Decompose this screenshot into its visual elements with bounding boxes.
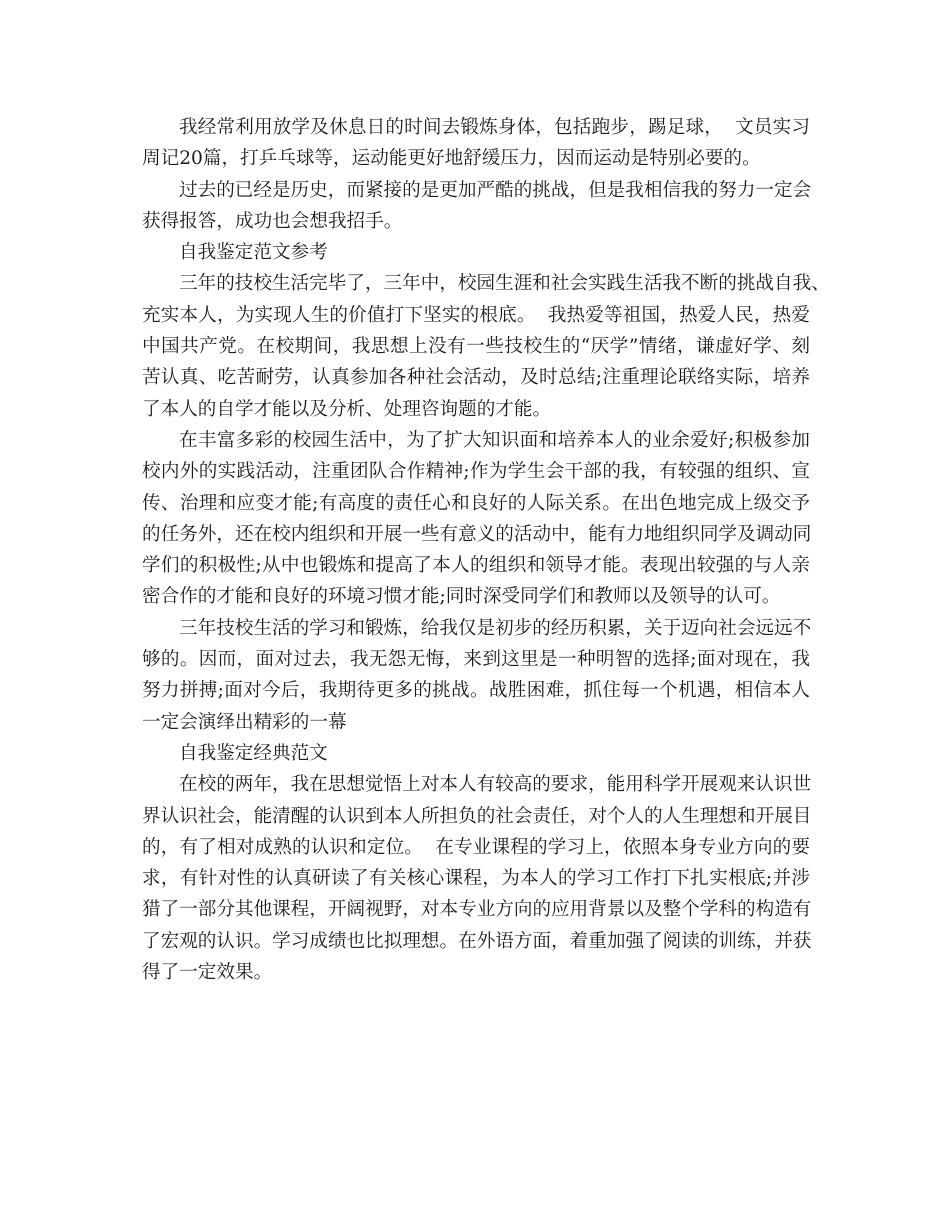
paragraph-line: 三年的技校生活完毕了，三年中，校园生涯和社会实践生活我不断的挑战自我、 [179,273,830,295]
paragraph-line: 在丰富多彩的校园生活中，为了扩大知识面和培养本人的业余爱好;积极参加 [179,429,810,451]
paragraph-line: 中国共产党。在校期间，我思想上没有一些技校生的“厌学”情绪，谦虚好学、刻 [142,336,810,358]
paragraph-line: 的任务外，还在校内组织和开展一些有意义的活动中，能有力地组织同学及调动同 [142,523,812,545]
paragraph-line: 够的。因而，面对过去，我无怨无悔，来到这里是一种明智的选择;面对现在，我 [142,649,810,671]
paragraph-line: 在校的两年，我在思想觉悟上对本人有较高的要求，能用科学开展观来认识世 [179,774,812,796]
paragraph-line: 求，有针对性的认真研读了有关核心课程，为本人的学习工作打下扎实根底;并涉 [142,868,810,890]
paragraph-line: 我经常利用放学及休息日的时间去锻炼身体，包括跑步，踢足球， 文员实习 [179,117,810,138]
body-paragraph [142,268,830,424]
paragraph-line: 周记20篇，打乒乓球等，运动能更好地舒缓压力，因而运动是特别必要的。 [142,148,761,170]
section-heading [142,237,810,268]
paragraph-line: 得了一定效果。 [142,962,273,984]
paragraph-line: 获得报答，成功也会想我招手。 [142,210,403,232]
body-paragraph [142,769,810,988]
body-paragraph [142,425,810,613]
paragraph-line: 传、治理和应变才能;有高度的责任心和良好的人际关系。在出色地完成上级交予 [142,492,810,514]
paragraph-line: 校内外的实践活动，注重团队合作精神;作为学生会干部的我，有较强的组织、宣 [142,461,810,483]
paragraph-line: 密合作的才能和良好的环境习惯才能;同时深受同学们和教师以及领导的认可。 [142,586,781,608]
paragraph-line: 界认识社会，能清醒的认识到本人所担负的社会责任，对个人的人生理想和开展目 [142,805,812,827]
section-heading [142,738,810,769]
paragraph-line: 学们的积极性;从中也锻炼和提高了本人的组织和领导才能。表现出较强的与人亲 [142,555,810,577]
paragraph-line: 过去的已经是历史，而紧接的是更加严酷的挑战，但是我相信我的努力一定会 [179,179,812,201]
paragraph-line: 一定会演绎出精彩的一幕 [142,711,347,733]
paragraph-line: 了宏观的认识。学习成绩也比拟理想。在外语方面，着重加强了阅读的训练，并获 [142,930,812,952]
body-paragraph [142,112,810,175]
body-paragraph [142,613,810,738]
heading-text: 自我鉴定范文参考 [179,242,328,264]
paragraph-line: 努力拼搏;面对今后，我期待更多的挑战。战胜困难，抓住每一个机遇，相信本人 [142,680,810,702]
paragraph-line: 的，有了相对成熟的认识和定位。 在专业课程的学习上，依照本身专业方向的要 [142,836,810,858]
paragraph-line: 苦认真、吃苦耐劳，认真参加各种社会活动，及时总结;注重理论联络实际，培养 [142,367,810,389]
paragraph-line: 了本人的自学才能以及分析、处理咨询题的才能。 [142,398,552,420]
heading-text: 自我鉴定经典范文 [179,742,328,764]
document-page [142,112,830,988]
paragraph-line: 猎了一部分其他课程，开阔视野，对本专业方向的应用背景以及整个学科的构造有 [142,899,812,921]
body-paragraph [142,175,810,238]
paragraph-line: 充实本人，为实现人生的价值打下坚实的根底。 我热爱等祖国，热爱人民，热爱 [142,304,810,326]
paragraph-line: 三年技校生活的学习和锻炼，给我仅是初步的经历积累，关于迈向社会远远不 [179,617,812,639]
